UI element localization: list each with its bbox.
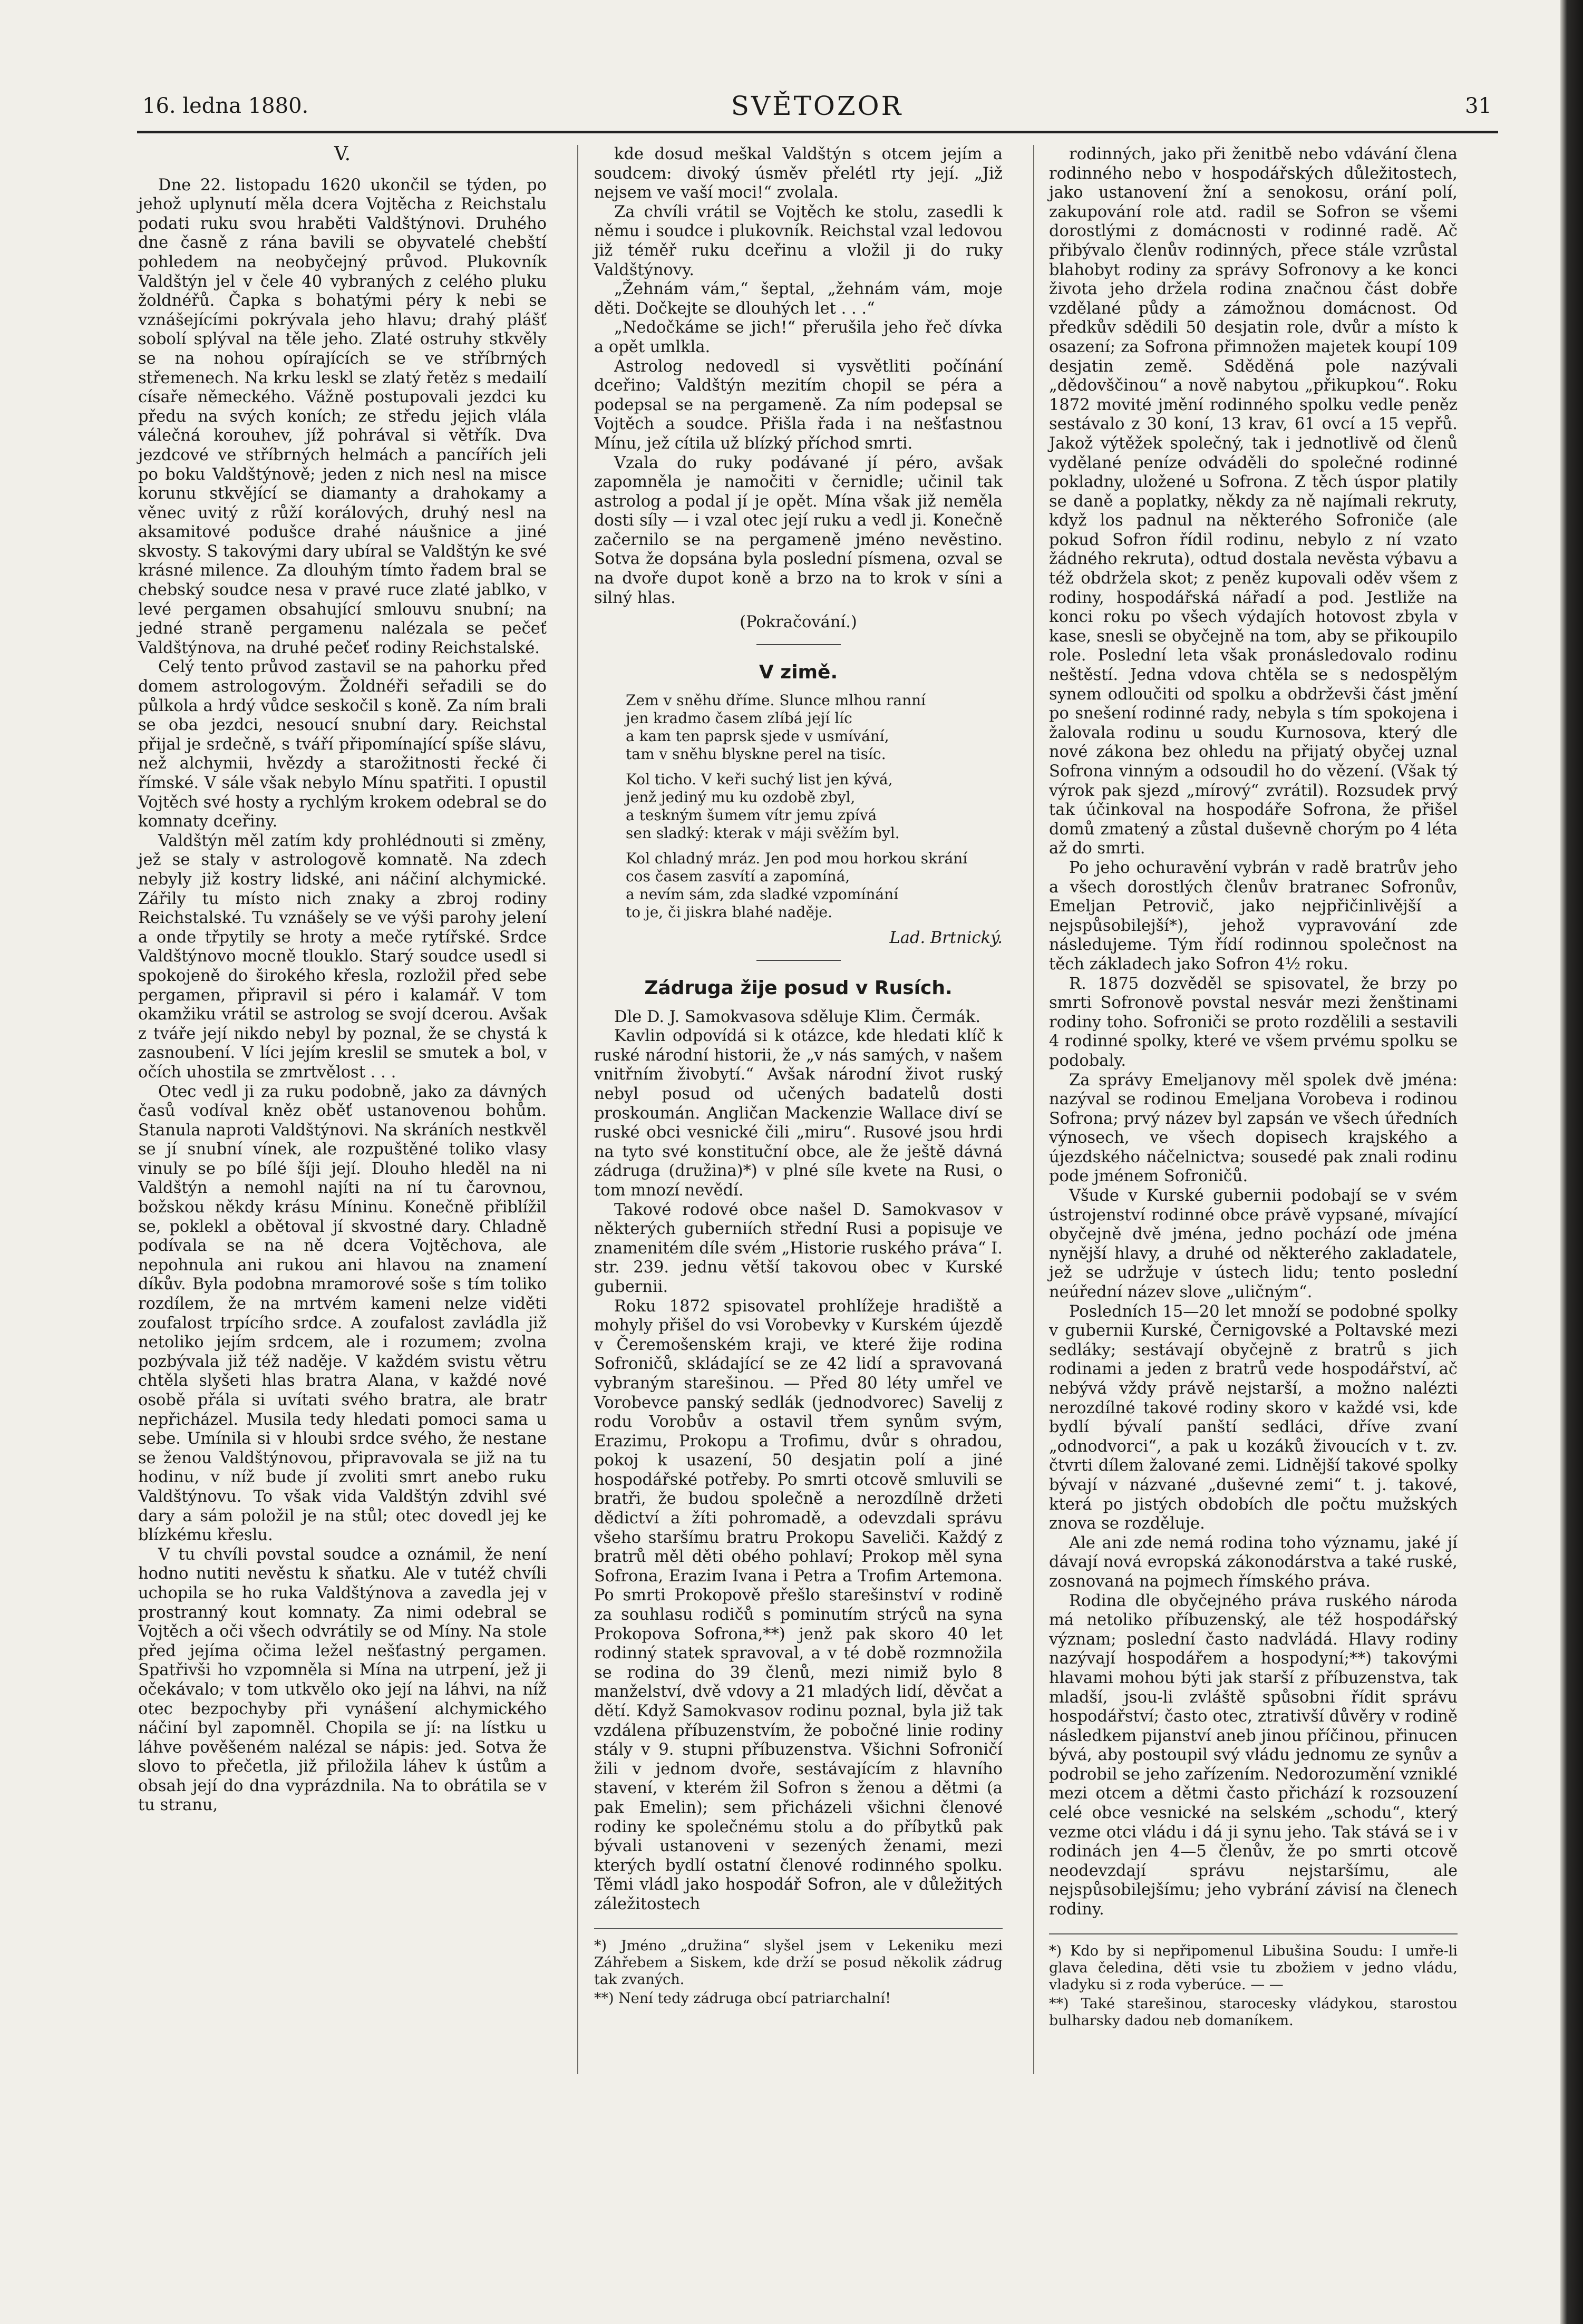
poem-line: jenž jediný mu ku ozdobě zbyl, — [626, 789, 856, 806]
divider — [756, 644, 841, 645]
section-number: V. — [334, 143, 351, 165]
story-paragraph: Dne 22. listopadu 1620 ukončil se týden, po jehož uplynutí měla dcera Vojtěcha z Reichstalu podati ruku svou hraběti Valdštýnovi. Druhého dne časně z rána bavili se obyvatelé chebští pohledem na neobyčejný průvod. Plukovník Valdštýn jel v čele 40 vybraných z celého pluku žoldnéřů. Čapka s bohatými péry k nebi se vznášejícími pokrývala jeho hlavu; drahý plášť sobolí splýval na těle jeho. Zlaté ostruhy stkvěly se na nohou opírajících se ve stříbrných střemenech. Na krku leskl se zlatý řetěz s medailí císaře německého. Vážně postupovali jezdci ku předu na svých koních; ze středu jejich vlála válečná korouhev, jíž pohrával si větřík. Dva jezdcové ve stříbrných helmách a pancířích jeli po boku Valdštýnově; jeden z nich nesl na misce korunu stkvějící se diamanty a drahokamy a věnec uvitý z růží korálových, druhý nesl na aksamitové podušce drahé náušnice a jiné skvosty. S takovými dary ubíral se Valdštýn ke své krásné milence. Za dlouhým tímto řadem bral se chebský soudce nesa v pravé ruce zlaté jablko, v levé pergamen obsahující smlouvu snubní; na jedné straně pergamenu nalézala se pečeť Valdštýnova, na druhé pečeť rodiny Reichstalské. — [138, 176, 547, 657]
article-byline: Dle D. J. Samokvasova sděluje Klim. Čermák. — [614, 1007, 981, 1026]
article-title: Zádruga žije posud v Rusích. — [644, 977, 953, 999]
article-paragraph: Po jeho ochuravění vybrán v radě bratrův jeho a všech dorostlých členův bratranec Sofronův, Emeljan Petrovič, jako nejpřičinlivější a nejspůsobilejší*), jehož vypravování zde následujeme. Tým řídí rodinnou společnost na těch základech jako Sofron 4½ roku. — [1049, 858, 1458, 974]
poem — [594, 692, 1003, 921]
column-divider — [577, 145, 578, 2074]
poem-line: Zem v sněhu dříme. Slunce mlhou ranní — [626, 692, 926, 709]
poem-line: to je, či jiskra blahé naděje. — [626, 903, 832, 921]
poem-line: tam v sněhu blyskne perel na tisíc. — [626, 745, 886, 763]
story-paragraph: kde dosud meškal Valdštýn s otcem jejím a soudcem: divoký úsměv přelétl rty její. „Již nejsem ve vaší moci!“ zvolala. — [594, 145, 1003, 202]
column-2 — [594, 145, 1003, 2009]
story-paragraph: Otec vedl ji za ruku podobně, jako za dávných časů vodíval kněz oběť ustanovenou bohům. Stanula naproti Valdštýnovi. Na skráních nestkvěl se jí snubní vínek, ale rozpuštěné toliko vlasy vinuly se po bílé šíji její. Dlouho hleděl na ni Valdštýn a nemohl najíti na ní tu čarovnou, božskou někdy krásu Míninu. Konečně přiblížil se, poklekl a obětoval jí skvostné dary. Chladně podívala se na ně dcera Vojtěchova, ale nepohnula ani rukou ani hlavou na znamení díkův. Byla podobna mramorové soše s tím toliko rozdílem, že na mrtvém kameni nelze viděti zoufalost trpícího srdce. A zoufalost zavládla již netoliko jejím srdcem, ale i rozumem; zvolna pozbývala již též naděje. V každém svistu větru chtěla slyšeti hlas bratra Alana, v každé nové osobě přála si uvítati svého bratra, ale bratr nepřicházel. Musila tedy hledati pomoci sama u sebe. Umínila si v hloubi srdce svého, že nestane se ženou Valdštýnovou, připravovala se již na tu hodinu, v níž bude jí zvoliti smrt anebo ruku Valdštýnovu. To však vida Valdštýn zdvihl své dary a sám položil je na stůl; otec dovedl jej ke blízkému křeslu. — [138, 1082, 547, 1545]
page-edge-shadow — [1560, 0, 1583, 2324]
masthead-title: SVĚTOZOR — [731, 91, 904, 121]
story-paragraph: „Nedočkáme se jich!“ přerušila jeho řeč dívka a opět umlkla. — [594, 318, 1003, 356]
footnotes — [594, 1928, 1003, 2007]
poem-author-name: Lad. Brtnický. — [889, 929, 1003, 948]
poem-title: V zimě. — [759, 661, 838, 683]
header-rule — [137, 131, 1498, 133]
footnote: **) Není tedy zádruga obcí patriarchalní! — [594, 1990, 891, 2007]
poem-line: a nevím sám, zda sladké vzpomínání — [626, 886, 899, 903]
article-paragraph: Za správy Emeljanovy měl spolek dvě jména: nazýval se rodinou Emeljana Vorobeva i rodinou Sofrona; prvý název byl zapsán ve všech úředních výnosech, ve všech dopisech krajského a újezdského náčelnictva; sousedé pak znali rodinu pode jménem Sofroničů. — [1049, 1071, 1458, 1186]
article-paragraph: rodinných, jako při ženitbě nebo vdávání člena rodinného nebo v hospodářských důležitostech, jako ustanovení žní a senokosu, orání polí, zakupování role atd. radil se Sofron se všemi dorostlými z domácnosti v rodinné radě. Ač přibývalo členův rodinných, přece stále vzrůstal blahobyt rodiny za správy Sofronovy a ke konci života jeho držela rodina značnou část dobře vzdělané půdy a zámožnou domácnost. Od předkův sdědili 50 desjatin role, dvůr a místo k osazení; za Sofrona přimnožen majetek koupí 109 desjatin země. Sděděná pole nazývali „dědovščinou“ a nově nabytou „přikupkou“. Roku 1872 movité jmění rodinného spolku vedle peněz sestávalo z 30 koní, 13 krav, 61 ovcí a 15 vepřů. Jakož výtěžek společný, tak i jednotlivě od členů vydělané peníze odváděli do společné rodinné pokladny, uložené u Sofrona. Z těch úspor platily se daně a poplatky, někdy za ně najímali rekruty, když los padnul na některého Sofroniče (ale pokud Sofron řídil rodinu, nebylo z ní vzato žádného rekruta), odtud dostala nevěsta výbavu a též obdržela skot; z peněz kupovali oděv všem z rodiny, hospodářská nářadí a pod. Jestliže na konci roku po všech výdajích hotovost zbyla v kase, snesli se obyčejně na tom, aby se přikoupilo role. Poslední leta však pronásledovalo rodinu neštěstí. Jedna vdova chtěla se s nedospělým synem odloučiti od spolku a obdrževši část jmění po snešení rodinné rady, nebyla s tím spokojena i žalovala rodinu u soudu Kurnosova, který dle nové zákona bez ohledu na přijatý obyčej uznal Sofrona vinným a odsoudil ho do vězení. (Však tý výrok pak sjezd „mírový“ zvrátil). Rozsudek prvý tak účinkoval na hospodáře Sofrona, že přišel domů zmatený a zůstal duševně chorým po 4 léta až do smrti. — [1049, 145, 1458, 858]
article-paragraph: R. 1875 dozvěděl se spisovatel, že brzy po smrti Sofronově povstal nesvár mezi ženštinami rodiny toho. Sofroniči se proto rozdělili a sestavili 4 rodinné spolky, které ve všem prvému spolku se podobaly. — [1049, 974, 1458, 1070]
story-paragraph: „Žehnám vám,“ šeptal, „žehnám vám, moje děti. Dočkejte se dlouhých let . . .“ — [594, 280, 1003, 318]
poem-author — [594, 929, 1003, 948]
poem-line: cos časem zasvítí a zapomíná, — [626, 868, 850, 886]
poem-stanza — [626, 692, 1003, 763]
article-paragraph: Všude v Kurské gubernii podobají se v svém ústrojenství rodinné obce právě vypsané, mívající obyčejně dvě jména, jedno pochází ode jména nynější hlavy, a druhé od některého zakladatele, jež se udržuje v ústech lidu; tento poslední neúřední název slove „uličným“. — [1049, 1187, 1458, 1302]
column-1 — [138, 145, 547, 1815]
issue-date: 16. ledna 1880. — [142, 94, 309, 118]
story-paragraph: V tu chvíli povstal soudce a oznámil, že není hodno nutiti nevěstu k sňatku. Ale v tutéž chvíli uchopila se ho ruka Valdštýnova a zavedla jej v prostranný kout komnaty. Za nimi odebral se Vojtěch a oči všech odvrátily se od Míny. Na stole před jejíma očima ležel nešťastný pergamen. Spatřivši ho vzpomněla si Mína na utrpení, jež ji očekávalo; v tom utkvělo oko její na láhvi, na níž otec bezpochyby při vynášení alchymického náčiní byl zapomněl. Chopila se jí: na lístku u láhve pověšeném nalézal se nápis: jed. Sotva že slovo to přečetla, již přiložila láhev k ústům a obsah její do dna vyprázdnila. Na to obrátila se v tu stranu, — [138, 1545, 547, 1815]
footnote: *) Kdo by si nepřipomenul Libušina Soudu: I umře-li glava čeledina, děti vsie tu zbožiem v jedno vládu, vladyku si z roda vyberúce. — — — [1049, 1942, 1458, 1993]
poem-line: Kol ticho. V keři suchý list jen kývá, — [626, 771, 893, 789]
poem-stanza — [626, 771, 1003, 842]
divider — [756, 960, 841, 961]
story-paragraph: Celý tento průvod zastavil se na pahorku před domem astrologovým. Žoldnéři seřadili se do půlkola a hrdý vůdce seskočil s koně. Za ním brali se oba jezdci, nesoucí snubní dary. Reichstal přijal je srdečně, s tváří připomínající spíše slávu, než alchymii, hvězdy a starožitnosti řecké či římské. V sále však nebylo Mínu spatřiti. I opustil Vojtěch své hosty a rychlým krokem odebral se do komnaty dceřiny. — [138, 658, 547, 831]
story-paragraph: Vzala do ruky podávané jí péro, avšak zapomněla je namočiti v černidle; učinil tak astrolog a podal jí je opět. Mína však již neměla dosti síly — i vzal otec její ruku a vedl ji. Konečně začernilo se na pergameně jméno nevěstino. Sotva že dopsána byla poslední písmena, ozval se na dvoře dupot koně a brzo na to krok v síni a silný hlas. — [594, 453, 1003, 607]
article-paragraph: Ale ani zde nemá rodina toho významu, jaké jí dávají nová evropská zákonodárstva a také ruské, zosnovaná na pojmech římského práva. — [1049, 1533, 1458, 1591]
article-paragraph: Rodina dle obyčejného práva ruského národa má netoliko příbuzenský, ale též hospodářský význam; poslední často nadvládá. Hlavy rodiny nazývají hospodářem a hospodyní;**) takovými hlavami mohou býti jak starší z příbuzenstva, tak mladší, jsou-li zvláště spůsobni řídit správu hospodářství; často otec, ztrativší důvěry v rodině následkem pijanství aneb jinou příčinou, přinucen bývá, aby postoupil svý vládu jednomu ze synův a podrobil se jeho zařízením. Nedorozumění vzniklé mezi otcem a dětmi často přichází k rozsouzení celé obce vesnické na selském „schodu“, který vezme otci vládu i dá ji synu jeho. Tak stává se i v rodinách jen 4—5 členův, že po smrti otcově neodevzdají správu nejstaršímu, ale nejspůsobilejšímu; jeho vybrání závisí na členech rodiny. — [1049, 1591, 1458, 1919]
continued-notice: (Pokračování.) — [740, 613, 857, 632]
footnote: *) Jméno „družina“ slyšel jsem v Lekeniku mezi Záhřebem a Siskem, kde drží se posud několik zádrug tak zvaných. — [594, 1937, 1003, 1988]
story-paragraph: Valdštýn měl zatím kdy prohlédnouti si změny, jež se staly v astrologově komnatě. Na zdech nebyly již kostry lidské, ani náčiní alchymické. Zářily tu místo nich znaky a zbroj rodiny Reichstalské. Tu vznášely se ve výši parohy jelení a onde třpytily se hroty a meče rytířské. Srdce Valdštýnovo mocně tlouklo. Starý soudce usedl si spokojeně do širokého křesla, rozložil před sebe pergamen, připravil si péro i kalamář. V tom okamžiku vrátil se astrolog se svojí dcerou. Avšak z tváře její nikdo nebyl by poznal, že se chystá k zasnoubení. V líci jejím kreslil se smutek a bol, v očích uhostila se zmrtvělost . . . — [138, 831, 547, 1082]
article-paragraph: Takové rodové obce našel D. Samokvasov v některých guberniích střední Rusi a popisuje ve znamenitém díle svém „Historie ruského práva“ I. str. 239. jednu větší takovou obec v Kurské gubernii. — [594, 1200, 1003, 1296]
poem-line: a kam ten paprsk sjede v usmívání, — [626, 727, 889, 745]
poem-line: a teskným šumem vítr jemu zpívá — [626, 806, 877, 824]
column-divider — [1033, 145, 1034, 2074]
poem-line: jen kradmo časem zlíbá její líc — [626, 709, 852, 727]
article-paragraph: Posledních 15—20 let množí se podobné spolky v gubernii Kurské, Černigovské a Poltavské mezi sedláky; sestávají obyčejně z bratrů s jich rodinami a jeden z bratrů vede hospodářství, ač nebývá vždy právě nejstarší, a možno nalézti nerozdílné takové rodiny skoro v každé vsi, kde bydlí bývalí panští sedláci, dříve zvaní „odnodvorci“, a pak u kozáků živoucích v t. zv. čtvrti dílem žalované zemi. Lidnější takové spolky bývají v názvané „duševné zemi“ t. j. takové, která po jistých obdobích dle počtu mužských znova se rozděluje. — [1049, 1302, 1458, 1533]
footnote: **) Také starešinou, starocesky vládykou, starostou bulharsky dadou neb domaníkem. — [1049, 1995, 1458, 2029]
article-paragraph: Roku 1872 spisovatel prohlížeje hradiště a mohyly přišel do vsi Vorobevky v Kurském újezdě v Čeremošenském kraji, ve které žije rodina Sofroničů, skládající se ze 42 lidí a spravovaná vybraným starešinou. — Před 80 léty umřel ve Vorobevce panský sedlák (jednodvorec) Savelij z rodu Vorobův a ostavil třem synům svým, Erazimu, Prokopu a Trofimu, dvůr s ohradou, pokoj k usazení, 50 desjatin polí a jiné hospodářské potřeby. Po smrti otcově smluvili se bratři, že budou společně a nerozdílně držeti dědictví a žíti pohromadě, a odevzdali správu všeho staršímu bratru Prokopu Saveliči. Každý z bratrů měl děti obého pohlaví; Prokop měl syna Sofrona, Erazim Ivana i Petra a Trofim Artemona. Po smrti Prokopově přešlo starešinství v rodině za souhlasu rodičů s pominutím strýců na syna Prokopova Sofrona,**) jenž pak skoro 40 let rodinný statek spravoval, a v té době rozmnožila se rodina do 39 členů, mezi nimiž bylo 8 manželství, dvě vdovy a 21 mladých lidí, děvčat a dětí. Když Samokvasov rodinu poznal, byla již tak vzdálena příbuzenstvím, že pobočné linie rodiny stály v 9. stupni příbuzenstva. Všichni Sofroničí žili v jednom dvoře, sestávajícím z hlavního stavení, v kterém žil Sofron s ženou a dětmi (a pak Emelin); sem přicházeli všichni členové rodiny ke společnému stolu a do příbytků pak bývali ustanoveni v sezených ženami, mezi kterých bydlí ostatní členové rodinného spolku. Těmi vládl jako hospodář Sofron, ale v důležitých záležitostech — [594, 1297, 1003, 1913]
poem-stanza — [626, 850, 1003, 921]
article-paragraph: Kavlin odpovídá si k otázce, kde hledati klíč k ruské národní historii, že „v nás samých, v našem vnitřním živobytí.“ Avšak národní život ruský nebyl posud od učených badatelů dosti proskoumán. Angličan Mackenzie Wallace diví se ruské obci vesnické čili „miru“. Rusové jsou hrdi na tyto své konstituční obce, ale že ještě dávná zádruga (družina)*) v plné síle kvete na Rusi, o tom mnozí nevědí. — [594, 1027, 1003, 1200]
story-paragraph: Astrolog nedovedl si vysvětliti počínání dceřino; Valdštýn mezitím chopil se péra a podepsal se na pergameně. Za ním podepsal se Vojtěch a soudce. Přišla řada i na nešťastnou Mínu, jež cítila už blízký příchod smrti. — [594, 357, 1003, 453]
page-number: 31 — [1465, 94, 1492, 118]
column-3 — [1049, 145, 1458, 2031]
footnotes — [1049, 1933, 1458, 2029]
poem-line: sen sladký: kterak v máji svěžím byl. — [626, 824, 900, 842]
story-paragraph: Za chvíli vrátil se Vojtěch ke stolu, zasedli k němu i soudce i plukovník. Reichstal vzal ledovou již téměř ruku dceřinu a vložil ji do ruky Valdštýnovy. — [594, 202, 1003, 279]
page-header — [142, 91, 1492, 131]
poem-line: Kol chladný mráz. Jen pod mou horkou skrání — [626, 850, 968, 868]
